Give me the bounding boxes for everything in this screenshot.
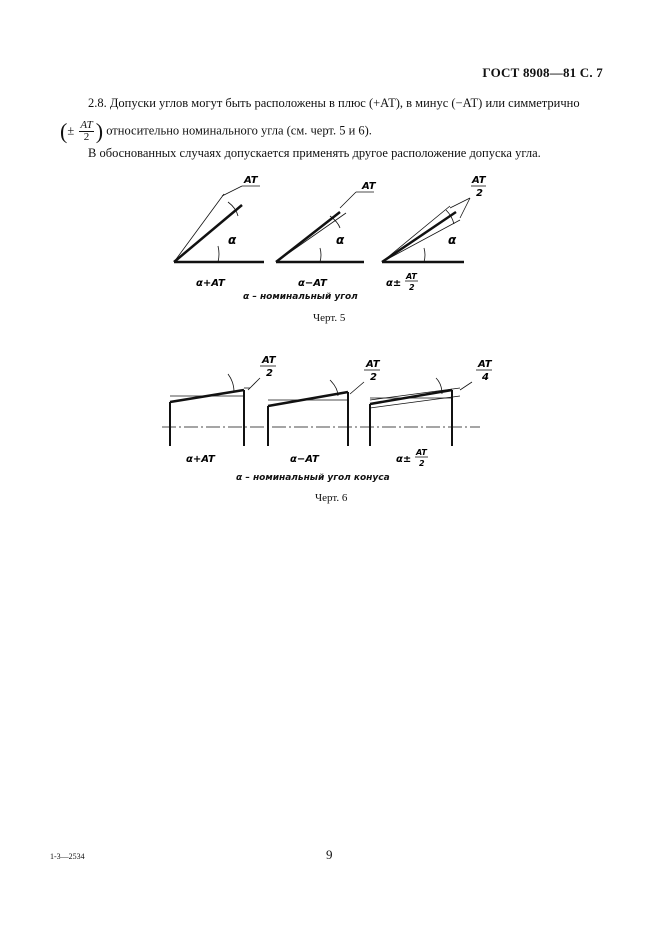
document-header: ГОСТ 8908—81 С. 7 [482,65,603,80]
figure-5 [160,168,500,308]
fig6-caption-plus: α+AT [186,454,215,465]
fig5-alpha-3: α [448,233,457,247]
fig5-label-at-2: AT [362,181,376,192]
fig5-diagram-symmetric [382,175,487,262]
fig5-caption: Черт. 5 [313,312,346,324]
paragraph-2-8-tail: относительно номинального угла (см. черт. 5 и 6). [106,123,372,138]
fig5-label-at-3-den: 2 [476,188,483,199]
fig5-label-at-3-num: AT [472,175,486,186]
paragraph-justified-cases: В обоснованных случаях допускается применять другое расположение допуска угла. [88,146,541,160]
plus-minus-sign: ± [67,123,75,138]
fig6-caption-sym-num: AT [416,448,427,457]
fig6-caption: Черт. 6 [315,492,348,504]
page-number: 9 [326,847,333,862]
fig6-caption-minus: α−AT [290,454,319,465]
fig5-diagram-minus [276,181,377,262]
fig6-caption-sym-den: 2 [419,459,425,468]
fig5-label-at-1: AT [244,175,258,186]
fig6-legend: α – номинальный угол конуса [236,473,390,483]
fig6-label-1-den: 2 [266,368,273,379]
fig6-label-2-den: 2 [370,372,377,383]
fig5-caption-minus: α−AT [298,278,327,289]
fig5-caption-sym-num: AT [406,272,417,281]
paragraph-2-8-continuation [60,120,372,143]
fig6-diagram-minus [268,359,381,446]
print-code: 1-3—2534 [50,852,85,861]
fig6-label-3-num: AT [478,359,492,370]
fig6-label-3-den: 4 [482,372,489,383]
fig6-caption-symmetric: α± [396,454,412,465]
close-paren: ) [95,118,104,144]
fig5-caption-symmetric: α± [386,278,402,289]
fraction-at-2: $\frac{AT}{2}$ [80,119,93,143]
figure-6 [160,352,500,472]
paragraph-2-8: 2.8. Допуски углов могут быть расположены в плюс (+АТ), в минус (−АТ) или симметрично [88,96,580,110]
fig5-alpha-1: α [228,233,237,247]
fig5-diagram-plus [174,175,264,262]
open-paren: ( [60,118,68,144]
fig6-diagram-symmetric [370,359,493,446]
fig5-caption-sym-den: 2 [409,283,415,292]
fig5-alpha-2: α [336,233,345,247]
fig6-diagram-plus [170,355,277,446]
fig6-label-2-num: AT [366,359,380,370]
fig6-label-1-num: AT [262,355,276,366]
fig5-legend: α – номинальный угол [243,292,358,302]
fig5-caption-plus: α+AT [196,278,225,289]
